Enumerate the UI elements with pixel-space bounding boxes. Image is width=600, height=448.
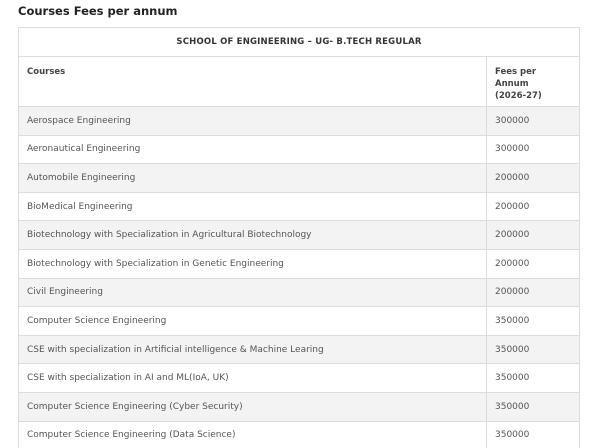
course-name-cell: Aerospace Engineering bbox=[19, 107, 487, 136]
table-title-row bbox=[19, 28, 580, 57]
course-name-cell: Biotechnology with Specialization in Genetic Engineering bbox=[19, 249, 487, 278]
table-row bbox=[19, 164, 580, 193]
course-fee-cell: 300000 bbox=[487, 135, 580, 164]
column-header-courses: Courses bbox=[19, 57, 487, 107]
course-fee-cell: 350000 bbox=[487, 421, 580, 448]
course-name-cell: BioMedical Engineering bbox=[19, 192, 487, 221]
table-row bbox=[19, 249, 580, 278]
course-name-cell: Civil Engineering bbox=[19, 278, 487, 307]
table-row bbox=[19, 221, 580, 250]
course-name-cell: Computer Science Engineering (Cyber Security) bbox=[19, 392, 487, 421]
course-fee-cell: 200000 bbox=[487, 221, 580, 250]
course-fee-cell: 200000 bbox=[487, 278, 580, 307]
course-name-cell: CSE with specialization in Artificial intelligence & Machine Learing bbox=[19, 335, 487, 364]
table-row bbox=[19, 192, 580, 221]
table-row bbox=[19, 278, 580, 307]
column-header-fees-line2: (2026-27) bbox=[495, 91, 542, 101]
course-fee-cell: 350000 bbox=[487, 307, 580, 336]
course-name-cell: Automobile Engineering bbox=[19, 164, 487, 193]
course-fee-cell: 200000 bbox=[487, 192, 580, 221]
table-row bbox=[19, 307, 580, 336]
course-name-cell: Biotechnology with Specialization in Agricultural Biotechnology bbox=[19, 221, 487, 250]
page-heading: Courses Fees per annum bbox=[18, 4, 178, 18]
fees-table bbox=[18, 27, 580, 448]
table-row bbox=[19, 392, 580, 421]
table-row bbox=[19, 135, 580, 164]
table-title: SCHOOL OF ENGINEERING – UG- B.TECH REGULAR bbox=[19, 28, 580, 57]
table-header-row bbox=[19, 57, 580, 107]
course-fee-cell: 200000 bbox=[487, 249, 580, 278]
course-name-cell: Computer Science Engineering bbox=[19, 307, 487, 336]
column-header-fees-line1: Fees per Annum bbox=[495, 67, 537, 89]
course-fee-cell: 350000 bbox=[487, 364, 580, 393]
column-header-fees bbox=[487, 57, 580, 107]
table-row bbox=[19, 364, 580, 393]
course-fee-cell: 300000 bbox=[487, 107, 580, 136]
course-name-cell: CSE with specialization in AI and ML(IoA, UK) bbox=[19, 364, 487, 393]
course-name-cell: Aeronautical Engineering bbox=[19, 135, 487, 164]
course-fee-cell: 350000 bbox=[487, 392, 580, 421]
table-row bbox=[19, 107, 580, 136]
course-fee-cell: 200000 bbox=[487, 164, 580, 193]
table-row bbox=[19, 421, 580, 448]
table-row bbox=[19, 335, 580, 364]
course-name-cell: Computer Science Engineering (Data Science) bbox=[19, 421, 487, 448]
course-fee-cell: 350000 bbox=[487, 335, 580, 364]
